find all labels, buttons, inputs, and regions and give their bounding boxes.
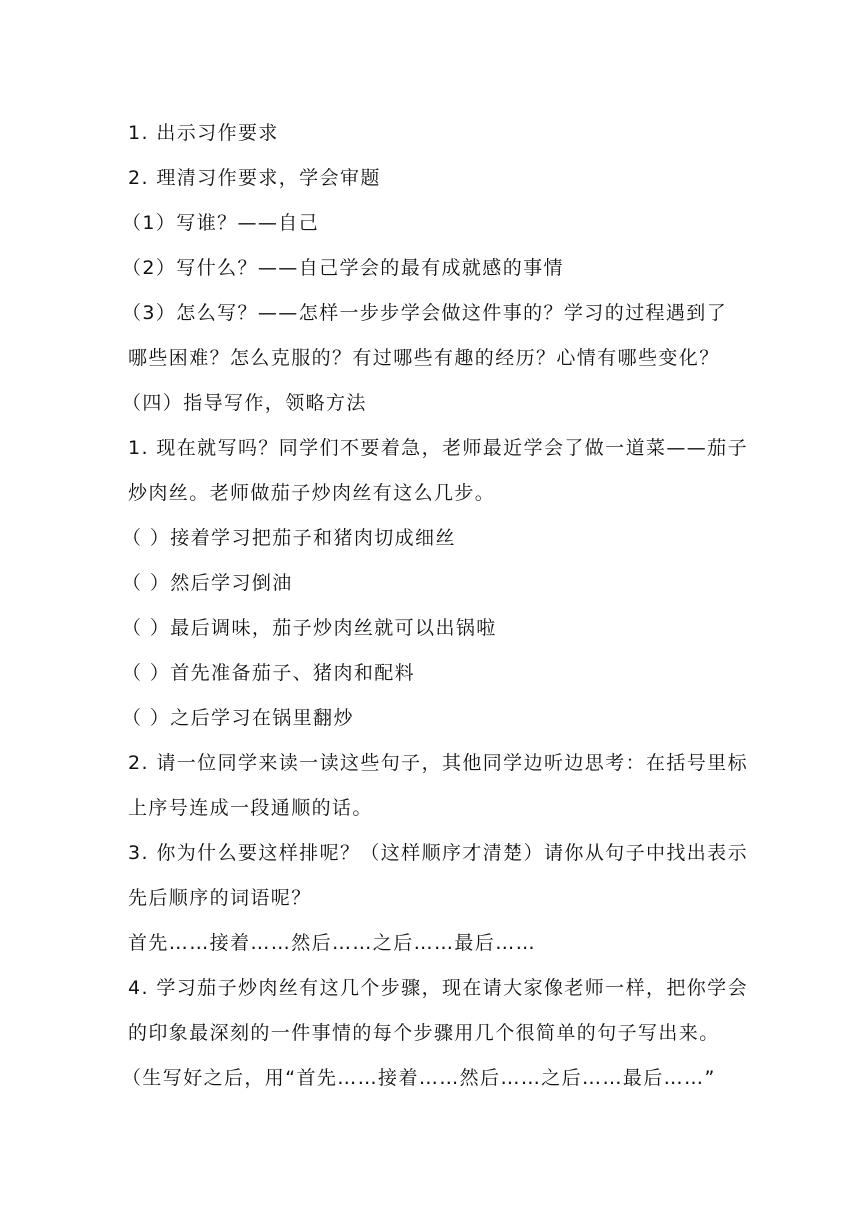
step-item: （ ）最后调味，茄子炒肉丝就可以出锅啦 (122, 617, 497, 639)
text-line: 先后顺序的词语呢？ (128, 887, 312, 909)
text-line: 2. 理清习作要求，学会审题 (128, 167, 381, 189)
text-line: 1. 出示习作要求 (128, 122, 279, 144)
text-line: 首先……接着……然后……之后……最后…… (128, 932, 537, 954)
text-line: 2. 请一位同学来读一读这些句子，其他同学边听边思考：在括号里标 (128, 752, 748, 774)
step-item: （ ）接着学习把茄子和猪肉切成细丝 (122, 527, 456, 549)
step-item: （ ）然后学习倒油 (122, 572, 293, 594)
document-body (122, 111, 748, 1101)
text-line: （1）写谁？——自己 (122, 212, 320, 234)
text-line: （生写好之后，用“首先……接着……然后……之后……最后……” (122, 1067, 716, 1089)
text-line: 1. 现在就写吗？同学们不要着急，老师最近学会了做一道菜——茄子 (128, 437, 748, 459)
text-line: 炒肉丝。老师做茄子炒肉丝有这么几步。 (128, 482, 496, 504)
text-line: （2）写什么？——自己学会的最有成就感的事情 (122, 257, 564, 279)
text-line: 哪些困难？怎么克服的？有过哪些有趣的经历？心情有哪些变化？ (128, 347, 720, 369)
step-item: （ ）之后学习在锅里翻炒 (122, 707, 354, 729)
text-line: （3）怎么写？——怎样一步步学会做这件事的？学习的过程遇到了 (122, 302, 728, 324)
text-line: 上序号连成一段通顺的话。 (128, 797, 373, 819)
section-heading: （四）指导写作，领略方法 (122, 392, 367, 414)
text-line: 3. 你为什么要这样排呢？（这样顺序才清楚）请你从句子中找出表示 (128, 842, 748, 864)
text-line: 的印象最深刻的一件事情的每个步骤用几个很简单的句子写出来。 (128, 1022, 720, 1044)
step-item: （ ）首先准备茄子、猪肉和配料 (122, 662, 416, 684)
text-line: 4. 学习茄子炒肉丝有这几个步骤，现在请大家像老师一样，把你学会 (128, 977, 748, 999)
